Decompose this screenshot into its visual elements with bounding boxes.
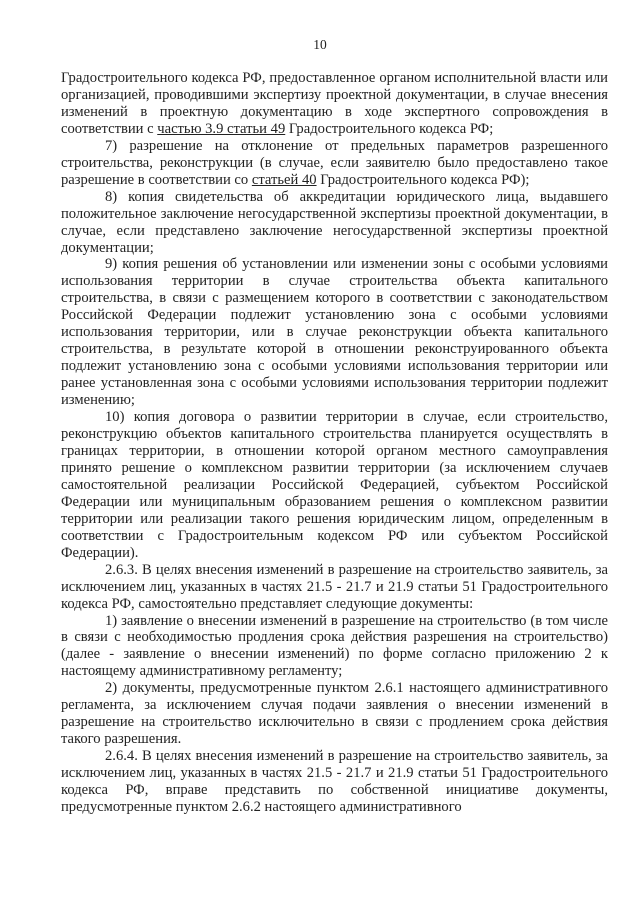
paragraph-p-8 xyxy=(61,189,608,257)
paragraph-text: Градостроительного кодекса РФ, предоставленное органом исполнительной власти или организацией, проводившими экспертизу проектной документации, в случае внесения изменений в проектную документацию в ходе экспертного сопровождения в соответствии с xyxy=(61,70,608,137)
paragraph-p-263 xyxy=(61,562,608,613)
page-number: 10 xyxy=(313,37,327,52)
paragraph-text: 9) копия решения об установлении или изменении зоны с особыми условиями использования территории в случае строительства объекта капитального строительства, в связи с размещением которого в соответствии с законодательством Российской Федерации подлежит установлению зона с особыми условиями использования территории, или в случае реконструкции объекта капитального строительства, в результате которой в отношении реконструированного объекта подлежит установлению зона с особыми условиями использования территории или ранее установленная зона с особыми условиями использования территории подлежит изменению; xyxy=(61,256,608,409)
paragraph-text: Градостроительного кодекса РФ); xyxy=(316,171,530,188)
paragraph-p-263-1 xyxy=(61,613,608,681)
paragraph-text: 1) заявление о внесении изменений в разрешение на строительство (в том числе в связи с необходимостью продления срока действия разрешения на строительство) (далее - заявление о внесении изменений) по форме согласно приложению 2 к настоящему административному регламенту; xyxy=(61,612,608,680)
legal-reference-link[interactable]: статьей 40 xyxy=(251,171,317,188)
paragraph-p-9 xyxy=(61,256,608,409)
paragraph-text: 2.6.3. В целях внесения изменений в разрешение на строительство заявитель, за исключением лиц, указанных в частях 21.5 - 21.7 и 21.9 статьи 51 Градостроительного кодекса РФ, самостоятельно представляет следующие документы: xyxy=(61,561,608,612)
paragraph-text: 2) документы, предусмотренные пунктом 2.6.1 настоящего административного регламента, за исключением случая подачи заявления о внесении изменений в разрешение на строительство исключительно в связи с продлением срока действия такого разрешения. xyxy=(61,680,608,748)
paragraph-text: 8) копия свидетельства об аккредитации юридического лица, выдавшего положительное заключение негосударственной экспертизы проектной документации, в случае, если представлено заключение негосударственной экспертизы проектной документации; xyxy=(61,188,608,256)
paragraph-text: 10) копия договора о развитии территории в случае, если строительство, реконструкцию объектов капитального строительства планируется осуществлять в границах территории, в отношении которой органом местного самоуправления принято решение о комплексном развитии территории (за исключением случаев самостоятельной реализации Российской Федерацией, субъектом Российской Федерации или муниципальным образованием решения о комплексном развитии территории или реализации такого решения юридическим лицом, определенным в соответствии с Градостроительным кодексом РФ или субъектом Российской Федерации). xyxy=(61,409,608,561)
paragraph-p-264 xyxy=(61,748,608,816)
paragraph-p-263-2 xyxy=(61,680,608,748)
paragraph-p-7 xyxy=(61,138,608,189)
paragraph-text: 2.6.4. В целях внесения изменений в разрешение на строительство заявитель, за исключением лиц, указанных в частях 21.5 - 21.7 и 21.9 статьи 51 Градостроительного кодекса РФ, вправе представить по собственной инициативе документы, предусмотренные пунктом 2.6.2 настоящего административного xyxy=(61,748,608,815)
paragraph-p-10 xyxy=(61,409,608,562)
legal-reference-link[interactable]: частью 3.9 статьи 49 xyxy=(157,120,286,137)
paragraph-p-cont xyxy=(61,70,608,138)
paragraph-text: Градостроительного кодекса РФ; xyxy=(285,120,494,137)
paragraph-text: 7) разрешение на отклонение от предельных параметров разрешенного строительства, реконструкции (в случае, если заявителю было предоставлено такое разрешение в соответствии со xyxy=(61,137,608,188)
document-body xyxy=(61,70,608,816)
